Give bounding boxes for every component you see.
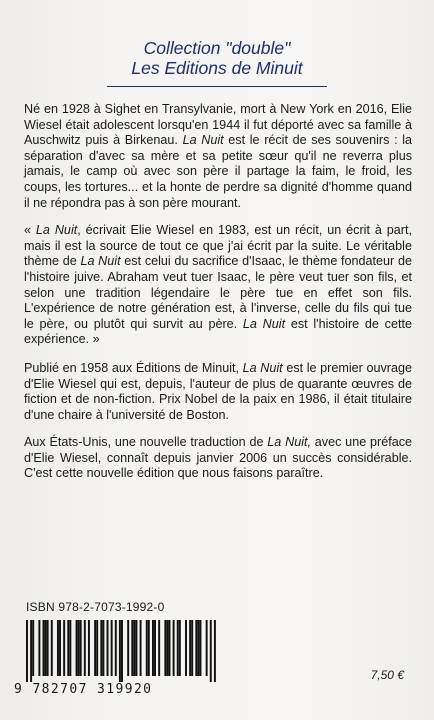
barcode-bar (173, 620, 175, 676)
publisher-name: Les Editions de Minuit (131, 58, 303, 78)
barcode-bar (59, 620, 61, 676)
barcode-bar (214, 620, 216, 682)
barcode-bar (84, 620, 86, 676)
blurb-paragraph-3: Publié en 1958 aux Éditions de Minuit, La Nuit est le premier ouvrage d'Elie Wiesel qui est, depuis, l'auteur de plus de quarante œuvres de fiction et de non-fiction. Prix Nobel de la paix en 1986, il était titulaire d'une chaire à l'université de Boston. (24, 360, 413, 422)
blurb-paragraph-1: Né en 1928 à Sighet en Transylvanie, mort à New York en 2016, Elie Wiesel était adolescent lorsqu'en 1944 il fut déporté avec sa famille à Auschwitz puis à Birkenau. La Nuit est le récit de ses souvenirs : la séparation d'avec sa mère et sa petite sœur qu'il ne reverra plus jamais, le camp où avec son père il partage la faim, le froid, les coups, les tortures... et la honte de perdre sa dignité d'homme quand il ne répondra pas à son père mourant. (24, 102, 413, 210)
barcode-bar (32, 620, 34, 676)
collection-header (0, 38, 434, 78)
barcode-bar (26, 620, 28, 682)
barcode-bar (197, 620, 199, 676)
barcode-bar (210, 620, 212, 682)
barcode-bar (51, 620, 53, 676)
barcode-bar (43, 620, 45, 676)
barcode-icon (26, 620, 216, 682)
barcode-bar (191, 620, 193, 676)
barcode-bar (57, 620, 59, 676)
barcode-bar (63, 620, 65, 676)
barcode-bar (76, 620, 78, 676)
barcode-bar (154, 620, 156, 676)
barcode-bar (107, 620, 109, 676)
barcode-bar (199, 620, 201, 676)
price-label: 7,50 € (370, 668, 404, 682)
barcode-bar (127, 620, 129, 676)
barcode-bar (189, 620, 191, 676)
barcode-bar (146, 620, 148, 676)
isbn-label: ISBN 978-2-7073-1992-0 (26, 600, 165, 614)
barcode-bar (177, 620, 179, 676)
barcode-bar (140, 620, 142, 676)
barcode-bar (30, 620, 32, 682)
barcode-bar (78, 620, 80, 676)
barcode-bar (131, 620, 133, 676)
barcode-bar (206, 620, 208, 676)
header-divider (107, 86, 327, 87)
barcode-bar (119, 620, 121, 682)
barcode-bar (152, 620, 154, 676)
barcode-bar (94, 620, 96, 676)
barcode-bar (100, 620, 102, 676)
barcode-bar (148, 620, 150, 676)
barcode-bar (88, 620, 90, 676)
blurb (24, 102, 412, 494)
barcode-bar (135, 620, 137, 676)
barcode-bar (158, 620, 160, 676)
barcode-bar (80, 620, 82, 676)
barcode-bar (185, 620, 187, 676)
barcode-bar (45, 620, 47, 676)
barcode-bar (47, 620, 49, 676)
barcode-bar (166, 620, 168, 676)
collection-name: Collection "double" (143, 38, 291, 58)
barcode-number: 9 782707 319920 (14, 682, 153, 697)
barcode-bar (38, 620, 40, 676)
barcode-bar (195, 620, 197, 676)
barcode-bar (115, 620, 117, 676)
barcode-bar (121, 620, 123, 682)
barcode-bar (179, 620, 181, 676)
barcode-bar (111, 620, 113, 676)
barcode-bar (102, 620, 104, 676)
barcode-bar (133, 620, 135, 676)
barcode-bar (169, 620, 171, 676)
barcode-bar (67, 620, 69, 676)
barcode-bar (69, 620, 71, 676)
blurb-paragraph-4: Aux États-Unis, une nouvelle traduction de La Nuit, avec une préface d'Elie Wiesel, connaît depuis janvier 2006 un succès considérable. C'est cette nouvelle édition que nous faisons paraître. (24, 435, 412, 481)
barcode-bar (164, 620, 166, 676)
barcode-bar (96, 620, 98, 676)
blurb-paragraph-2: « La Nuit, écrivait Elie Wiesel en 1983, est un récit, un écrit à part, mais il est la source de tout ce que j'ai écrit par la suite. Le véritable thème de La Nuit est celui du sacrifice d'Isaac, le thème fondateur de l'histoire juive. Abraham veut tuer Isaac, le père veut tuer son fils, et selon une tradition légendaire le père tue en effet son fils. L'expérience de notre génération est, à l'inverse, celle du fils qui tue le père, ou plutôt qui survit au père. La Nuit est l'histoire de cette expérience. » (24, 223, 412, 347)
